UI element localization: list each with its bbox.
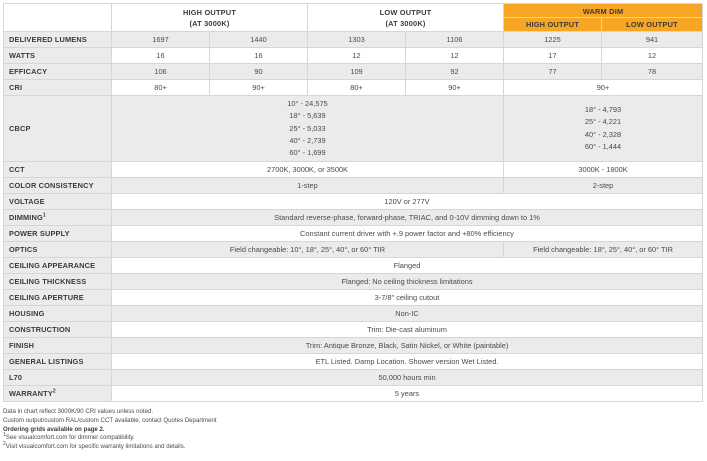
cell-value: Non-IC [112,306,703,322]
row-label: FINISH [4,338,112,354]
row-label: WATTS [4,48,112,64]
row-label: CBCP [4,96,112,162]
cell-value: 90+ [406,80,504,96]
row-label: COLOR CONSISTENCY [4,178,112,194]
cell-value: 12 [602,48,703,64]
header-warm-dim: WARM DIM [504,4,703,18]
cell-value: 17 [504,48,602,64]
row-voltage [4,194,703,210]
cell-value: Trim: Antique Bronze, Black, Satin Nickel, or White (paintable) [112,338,703,354]
cell-value: 90+ [504,80,703,96]
header-row-top [4,4,703,18]
footnote-ordering-grids: Ordering grids available on page 2. [3,425,105,433]
cell-value: 1303 [308,32,406,48]
cell-value: 12 [308,48,406,64]
cell-value: 16 [112,48,210,64]
row-label: HOUSING [4,306,112,322]
cell-value: 92 [406,64,504,80]
row-l70 [4,370,703,386]
header-low-output: LOW OUTPUT (AT 3000K) [308,4,504,32]
cell-value: Flanged: No ceiling thickness limitations [112,274,703,290]
row-warranty [4,386,703,402]
row-label: DIMMING$^1$ [4,210,112,226]
row-label: DELIVERED LUMENS [4,32,112,48]
row-label: CONSTRUCTION [4,322,112,338]
header-warm-high-output: HIGH OUTPUT [504,18,602,32]
cell-value: Field changeable: 18°, 25°, 40°, or 60° TIR [504,242,703,258]
cell-value: 1106 [406,32,504,48]
row-construction [4,322,703,338]
cell-value: 3-7/8" ceiling cutout [112,290,703,306]
row-label: CEILING THICKNESS [4,274,112,290]
header-blank-cell [4,4,112,32]
footnote-warranty: $^2$Visit visualcomfort.com for specific warranty limitations and details. [3,441,186,451]
cell-value: 1225 [504,32,602,48]
row-ceiling-thickness [4,274,703,290]
cell-value: 5 years [112,386,703,402]
cell-value: 90 [210,64,308,80]
spec-table [3,3,703,402]
cell-value: 80+ [112,80,210,96]
row-cct [4,162,703,178]
row-cbcp [4,96,703,162]
cell-value: 3000K - 1800K [504,162,703,178]
cbcp-standard-values: 10° - 24,575 18° - 5,639 25° - 5,033 40° - 2,739 60° - 1,699 [112,96,504,162]
cell-value: 2-step [504,178,703,194]
row-label: GENERAL LISTINGS [4,354,112,370]
footnote-data-note: Data in chart reflect 3000K/90 CRI values unless noted. [3,408,154,415]
row-label: L70 [4,370,112,386]
cell-value: 120V or 277V [112,194,703,210]
row-ceiling-appearance [4,258,703,274]
cell-value: 1440 [210,32,308,48]
cbcp-warm-dim-values: 18° - 4,793 25° - 4,221 40° - 2,328 60° - 1,444 [504,96,703,162]
cell-value: 106 [112,64,210,80]
row-label: CEILING APPEARANCE [4,258,112,274]
cell-value: 16 [210,48,308,64]
cell-value: Standard reverse-phase, forward-phase, TRIAC, and 0-10V dimming down to 1% [112,210,703,226]
cell-value: 109 [308,64,406,80]
footnote-dimmer: $^1$See visualcomfort.com for dimmer compatibility. [3,432,135,442]
row-watts [4,48,703,64]
cell-value: 1-step [112,178,504,194]
row-label: EFFICACY [4,64,112,80]
cell-value: ETL Listed. Damp Location. Shower version Wet Listed. [112,354,703,370]
row-label: CEILING APERTURE [4,290,112,306]
row-label: WARRANTY$^2$ [4,386,112,402]
footnotes [3,408,217,452]
header-high-output: HIGH OUTPUT (AT 3000K) [112,4,308,32]
row-power-supply [4,226,703,242]
row-cri [4,80,703,96]
row-dimming [4,210,703,226]
cell-value: Constant current driver with +.9 power factor and +80% efficiency [112,226,703,242]
row-label: OPTICS [4,242,112,258]
row-label: VOLTAGE [4,194,112,210]
row-label: CRI [4,80,112,96]
cell-value: 2700K, 3000K, or 3500K [112,162,504,178]
row-color-consistency [4,178,703,194]
cell-value: 77 [504,64,602,80]
cell-value: Flanged [112,258,703,274]
cell-value: 78 [602,64,703,80]
row-label: POWER SUPPLY [4,226,112,242]
row-finish [4,338,703,354]
row-efficacy [4,64,703,80]
row-label: CCT [4,162,112,178]
cell-value: 80+ [308,80,406,96]
cell-value: 90+ [210,80,308,96]
row-ceiling-aperture [4,290,703,306]
row-general-listings [4,354,703,370]
row-delivered-lumens [4,32,703,48]
footnote-custom-note: Custom output/custom RAL/custom CCT available, contact Quotes Department [3,416,217,424]
row-optics [4,242,703,258]
cell-value: 1697 [112,32,210,48]
cell-value: 50,000 hours min [112,370,703,386]
cell-value: Field changeable: 10°, 18°, 25°, 40°, or 60° TIR [112,242,504,258]
cell-value: Trim: Die-cast aluminum [112,322,703,338]
header-warm-low-output: LOW OUTPUT [602,18,703,32]
cell-value: 12 [406,48,504,64]
cell-value: 941 [602,32,703,48]
row-housing [4,306,703,322]
